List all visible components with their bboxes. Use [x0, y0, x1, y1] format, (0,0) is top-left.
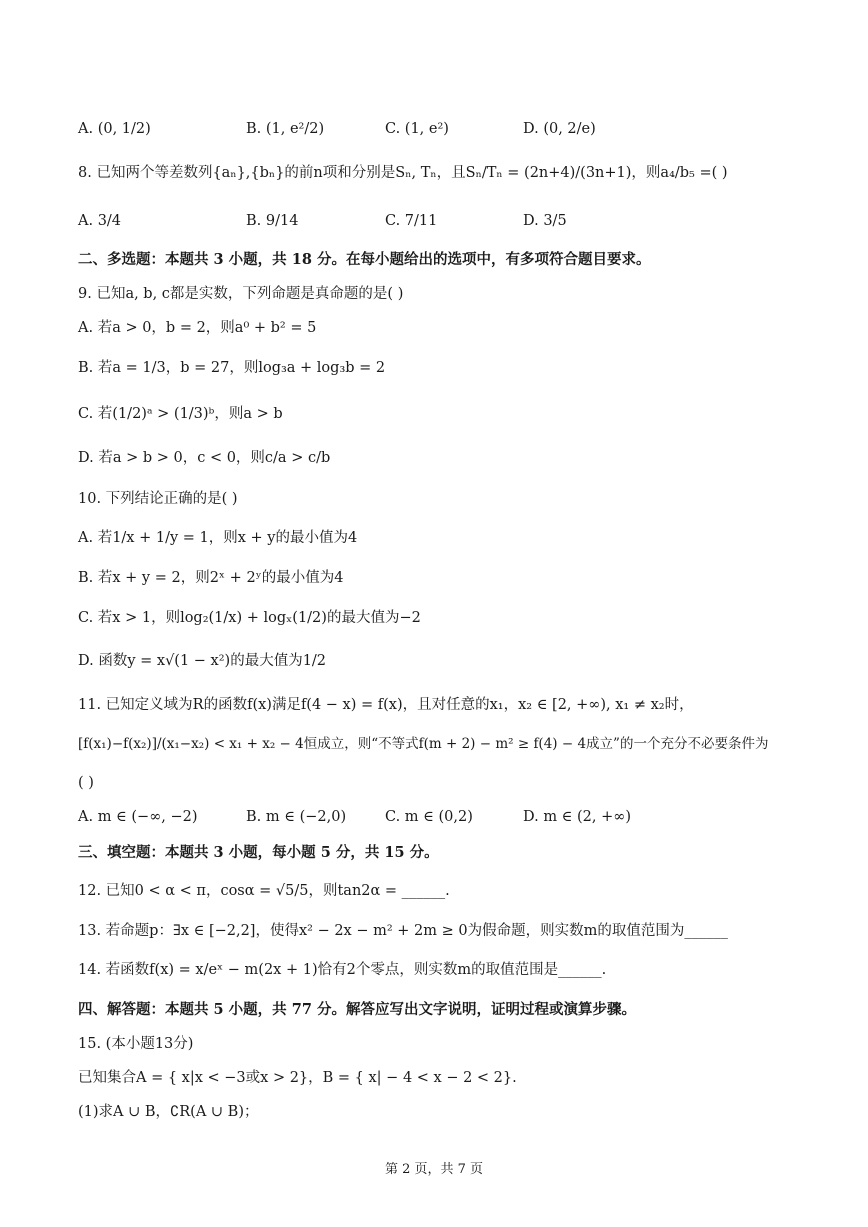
q8-stem: 8. 已知两个等差数列{aₙ},{bₙ}的前n项和分别是Sₙ, Tₙ，且Sₙ/Tₙ = (2n+4)/(3n+1)，则a₄/b₅ =( ) [78, 165, 728, 181]
q13: 13. 若命题p：∃x ∈ [−2,2]，使得x² − 2x − m² + 2m ≥ 0为假命题，则实数m的取值范围为______ [78, 923, 728, 939]
q11-stem-line2: [f(x₁)−f(x₂)]/(x₁−x₂) < x₁ + x₂ − 4恒成立，则“不等式f(m + 2) − m² ≥ f(4) − 4成立”的一个充分不必要条件为 [78, 736, 769, 752]
page-footer: 第 2 页，共 7 页 [384, 1162, 484, 1177]
q11-option-c: C. m ∈ (0,2) [385, 809, 473, 825]
q10-stem: 10. 下列结论正确的是( ) [78, 491, 238, 507]
q8-option-d: D. 3/5 [523, 213, 567, 229]
q7-option-d: D. (0, 2/e) [523, 121, 596, 137]
q8-option-b: B. 9/14 [246, 213, 299, 229]
q9-option-c: C. 若(1/2)ᵃ > (1/3)ᵇ，则a > b [78, 406, 283, 422]
q8-option-a: A. 3/4 [78, 213, 122, 229]
q15-given: 已知集合A = { x|x < −3或x > 2}，B = { x| − 4 < x − 2 < 2}. [78, 1070, 517, 1086]
section-heading-fill-in: 三、填空题：本题共 3 小题，每小题 5 分，共 15 分。 [78, 844, 439, 861]
q11-option-a: A. m ∈ (−∞, −2) [78, 809, 198, 825]
q10-option-d: D. 函数y = x√(1 − x²)的最大值为1/2 [78, 653, 327, 669]
q7-option-c: C. (1, e²) [385, 121, 449, 137]
q9-stem: 9. 已知a, b, c都是实数，下列命题是真命题的是( ) [78, 286, 404, 302]
q9-option-b: B. 若a = 1/3，b = 27，则log₃a + log₃b = 2 [78, 360, 386, 376]
q10-option-c: C. 若x > 1，则log₂(1/x) + logₓ(1/2)的最大值为−2 [78, 610, 421, 626]
q14: 14. 若函数f(x) = x/eˣ − m(2x + 1)恰有2个零点，则实数m的取值范围是______. [78, 962, 607, 978]
q11-stem-line3: ( ) [78, 775, 94, 791]
q15-part1: (1)求A ∪ B，∁R(A ∪ B)； [78, 1104, 259, 1120]
q11-stem-line1: 11. 已知定义域为R的函数f(x)满足f(4 − x) = f(x)，且对任意的x₁，x₂ ∈ [2, +∞), x₁ ≠ x₂时， [78, 697, 694, 713]
q11-option-b: B. m ∈ (−2,0) [246, 809, 347, 825]
q9-option-a: A. 若a > 0，b = 2，则a⁰ + b² = 5 [78, 320, 317, 336]
q11-option-d: D. m ∈ (2, +∞) [523, 809, 632, 825]
section-heading-multiple-choice: 二、多选题：本题共 3 小题，共 18 分。在每小题给出的选项中，有多项符合题目要求。 [78, 251, 651, 268]
section-heading-solutions: 四、解答题：本题共 5 小题，共 77 分。解答应写出文字说明，证明过程或演算步骤。 [78, 1001, 636, 1018]
q10-option-b: B. 若x + y = 2，则2ˣ + 2ʸ的最小值为4 [78, 570, 344, 586]
q10-option-a: A. 若1/x + 1/y = 1，则x + y的最小值为4 [78, 530, 358, 546]
q7-option-a: A. (0, 1/2) [78, 121, 151, 137]
q12: 12. 已知0 < α < π，cosα = √5/5，则tan2α = ______. [78, 883, 450, 899]
q15-title: 15. (本小题13分) [78, 1036, 194, 1052]
q8-option-c: C. 7/11 [385, 213, 438, 229]
q9-option-d: D. 若a > b > 0，c < 0，则c/a > c/b [78, 450, 331, 466]
q7-option-b: B. (1, e²/2) [246, 121, 325, 137]
